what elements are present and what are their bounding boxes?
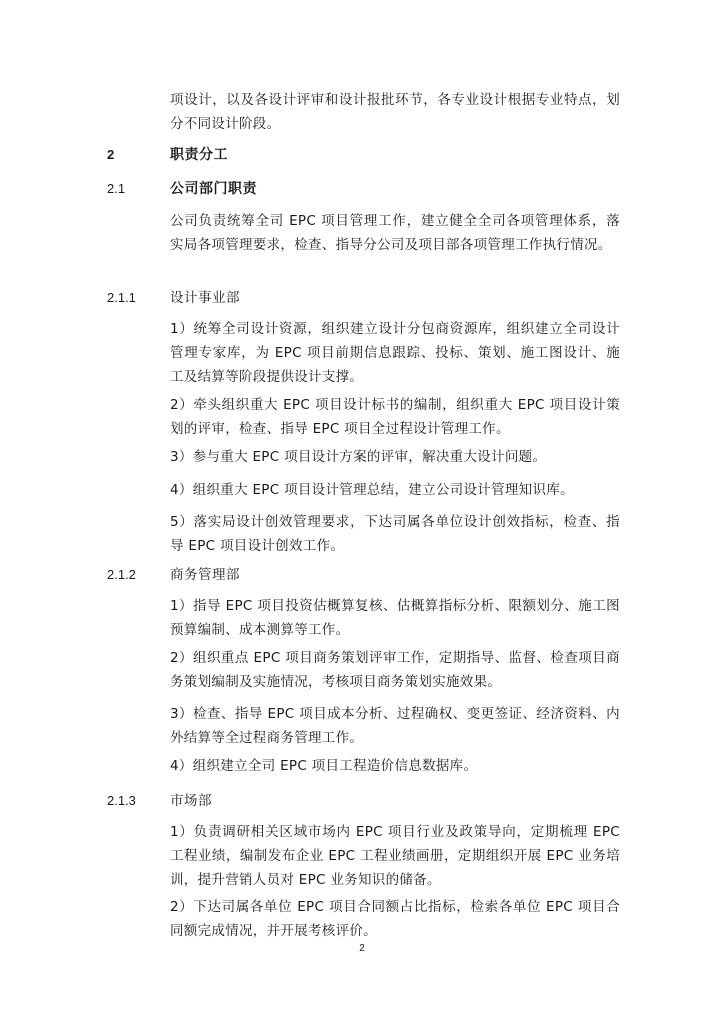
list-item: 4）组织重大 EPC 项目设计管理总结，建立公司设计管理知识库。 — [170, 482, 574, 498]
list-item: 1）负责调研相关区域市场内 EPC 项目行业及政策导向，定期梳理 EPC 工程业绩，编制发布企业 EPC 工程业绩画册，定期组织开展 EPC 业务培训，提升营销人员对 EPC 业务知识的储备。 — [170, 824, 620, 888]
section-2-1-2-title: 商务管理部 — [170, 567, 240, 583]
list-item: 2）组织重点 EPC 项目商务策划评审工作，定期指导、监督、检查项目商务策划编制及实施情况，考核项目商务策划实施效果。 — [170, 650, 620, 690]
list-item: 5）落实局设计创效管理要求，下达司属各单位设计创效指标，检查、指导 EPC 项目设计创效工作。 — [170, 514, 620, 554]
page-number: 2 — [359, 943, 365, 954]
list-item: 2）牵头组织重大 EPC 项目设计标书的编制，组织重大 EPC 项目设计策划的评审，检查、指导 EPC 项目全过程设计管理工作。 — [170, 397, 620, 437]
list-item: 3）参与重大 EPC 项目设计方案的评审，解决重大设计问题。 — [170, 449, 547, 465]
list-item: 2）下达司属各单位 EPC 项目合同额占比指标，检索各单位 EPC 项目合同额完成情况，并开展考核评价。 — [170, 899, 620, 939]
section-2-number: 2 — [107, 147, 115, 162]
section-2-1-2-number: 2.1.2 — [107, 567, 136, 582]
section-2-1-3-number: 2.1.3 — [107, 793, 136, 808]
section-2-1-3-title: 市场部 — [170, 793, 212, 809]
list-item: 4）组织建立全司 EPC 项目工程造价信息数据库。 — [170, 758, 478, 774]
section-2-1-title: 公司部门职责 — [170, 181, 257, 197]
intro-paragraph: 项设计，以及各设计评审和设计报批环节，各专业设计根据专业特点，划分不同设计阶段。 — [170, 92, 620, 132]
section-2-1-number: 2.1 — [107, 181, 126, 196]
list-item: 3）检查、指导 EPC 项目成本分析、过程确权、变更签证、经济资料、内外结算等全过程商务管理工作。 — [170, 706, 620, 746]
section-2-1-1-number: 2.1.1 — [107, 290, 136, 305]
section-2-1-body: 公司负责统筹全司 EPC 项目管理工作，建立健全全司各项管理体系，落实局各项管理要求，检查、指导分公司及项目部各项管理工作执行情况。 — [170, 213, 620, 253]
list-item: 1）统筹全司设计资源，组织建立设计分包商资源库，组织建立全司设计管理专家库，为 EPC 项目前期信息跟踪、投标、策划、施工图设计、施工及结算等阶段提供设计支撑。 — [170, 321, 620, 385]
list-item: 1）指导 EPC 项目投资估概算复核、估概算指标分析、限额划分、施工图预算编制、成本测算等工作。 — [170, 598, 620, 638]
section-2-title: 职责分工 — [170, 147, 228, 163]
section-2-1-1-title: 设计事业部 — [170, 290, 240, 306]
